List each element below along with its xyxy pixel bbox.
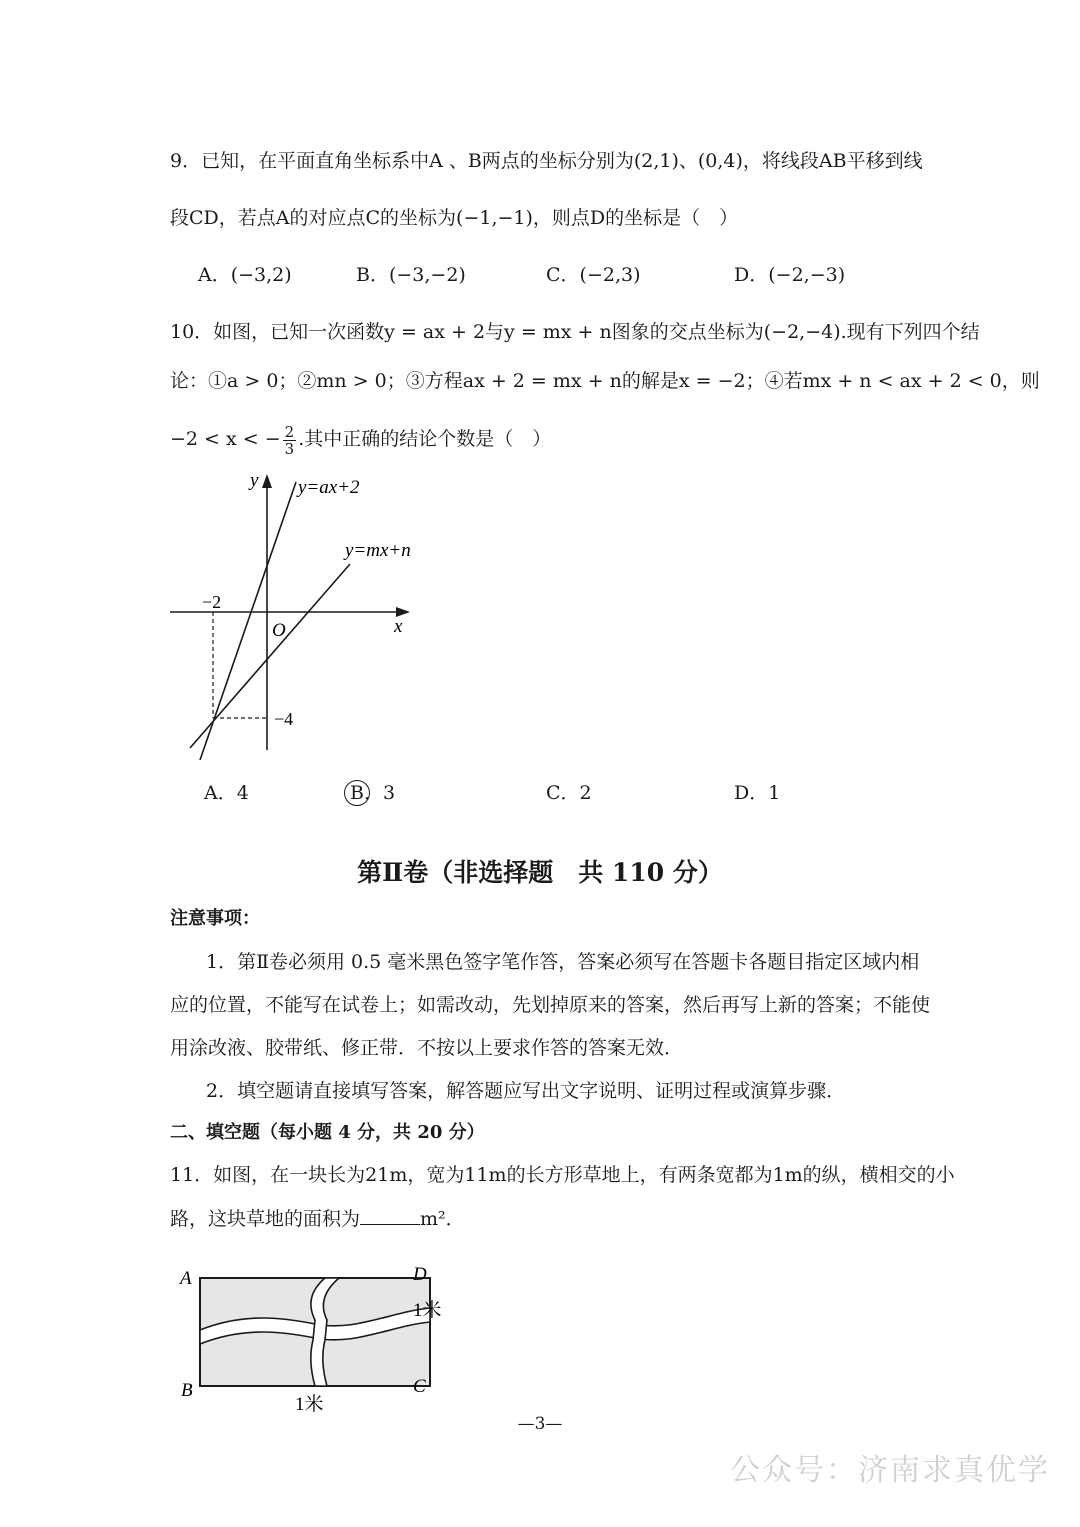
fraction (283, 424, 297, 457)
line2-label: y=mx+n (345, 540, 411, 561)
corner-b-label: B (181, 1380, 193, 1401)
q10-option-a: A．4 (204, 782, 249, 804)
q9-option-d: D．(−2,−3) (734, 264, 846, 286)
notice-2: 2．填空题请直接填写答案，解答题应写出文字说明、证明过程或演算步骤． (206, 1080, 846, 1102)
q9-option-b: B．(−3,−2) (356, 264, 466, 286)
q10-line3 (170, 417, 551, 461)
q11-line2 (170, 1204, 465, 1234)
corner-c-label: C (413, 1376, 426, 1397)
q10-ineq-suffix: .其中正确的结论个数是（ ） (298, 428, 552, 450)
q10-option-c: C．2 (546, 782, 592, 804)
notice-1-line2: 应的位置，不能写在试卷上；如需改动，先划掉原来的答案，然后再写上新的答案；不能使 (170, 994, 931, 1016)
q10-line1: 10．如图，已知一次函数y = ax + 2与y = mx + n图象的交点坐标为(−2,−4).现有下列四个结 (170, 321, 980, 343)
x-axis-label: x (394, 616, 403, 637)
q10-option-d: D．1 (734, 782, 781, 804)
q9-option-a: A．(−3,2) (198, 264, 292, 286)
corner-d-label: D (413, 1264, 427, 1285)
q11-line2-text: 路，这块草地的面积为 (170, 1208, 361, 1230)
q9-line1: 9．已知，在平面直角坐标系中A 、B两点的坐标分别为(2,1)、(0,4)，将线段AB平移到线 (170, 150, 923, 172)
notice-1-line1: 1．第Ⅱ卷必须用 0.5 毫米黑色签字笔作答，答案必须写在答题卡各题目指定区域内相 (206, 951, 920, 973)
part2-heading: 二、填空题（每小题 4 分，共 20 分） (170, 1122, 485, 1143)
y-tick-label: −4 (274, 709, 294, 729)
fraction-denominator: 3 (284, 439, 295, 458)
section-title: 第Ⅱ卷（非选择题 共 110 分） (357, 858, 723, 887)
x-tick-label: −2 (202, 592, 222, 612)
origin-label: O (272, 620, 286, 641)
q11-line1: 11．如图，在一块长为21m，宽为11m的长方形草地上，有两条宽都为1m的纵，横相交的小 (170, 1164, 955, 1186)
notice-title: 注意事项： (170, 908, 260, 929)
q11-figure (175, 1260, 475, 1420)
corner-a-label: A (180, 1268, 192, 1289)
answer-blank (360, 1206, 420, 1225)
fraction-numerator: 2 (284, 422, 295, 441)
q9-line2: 段CD，若点A的对应点C的坐标为(−1,−1)，则点D的坐标是（ ） (170, 207, 739, 229)
y-axis-label: y (250, 470, 259, 491)
height-label: 1米 (413, 1300, 442, 1321)
width-label: 1米 (295, 1394, 324, 1415)
line1-label: y=ax+2 (298, 477, 360, 498)
notice-1-line3: 用涂改液、胶带纸、修正带．不按以上要求作答的答案无效． (170, 1037, 684, 1059)
q10-graph (160, 460, 440, 780)
q10-line2: 论：①a > 0；②mn > 0；③方程ax + 2 = mx + n的解是x = −2；④若mx + n < ax + 2 < 0，则 (170, 370, 1040, 392)
q10-ineq-prefix: −2 < x < − (170, 428, 281, 450)
watermark: 公众号：济南求真优学 (730, 1453, 1050, 1488)
page-number: —3— (517, 1414, 563, 1434)
q9-option-c: C．(−2,3) (546, 264, 641, 286)
q11-unit: m²． (420, 1208, 465, 1230)
y-axis-arrow (262, 474, 272, 488)
q10-option-b: B．3 (350, 782, 396, 804)
